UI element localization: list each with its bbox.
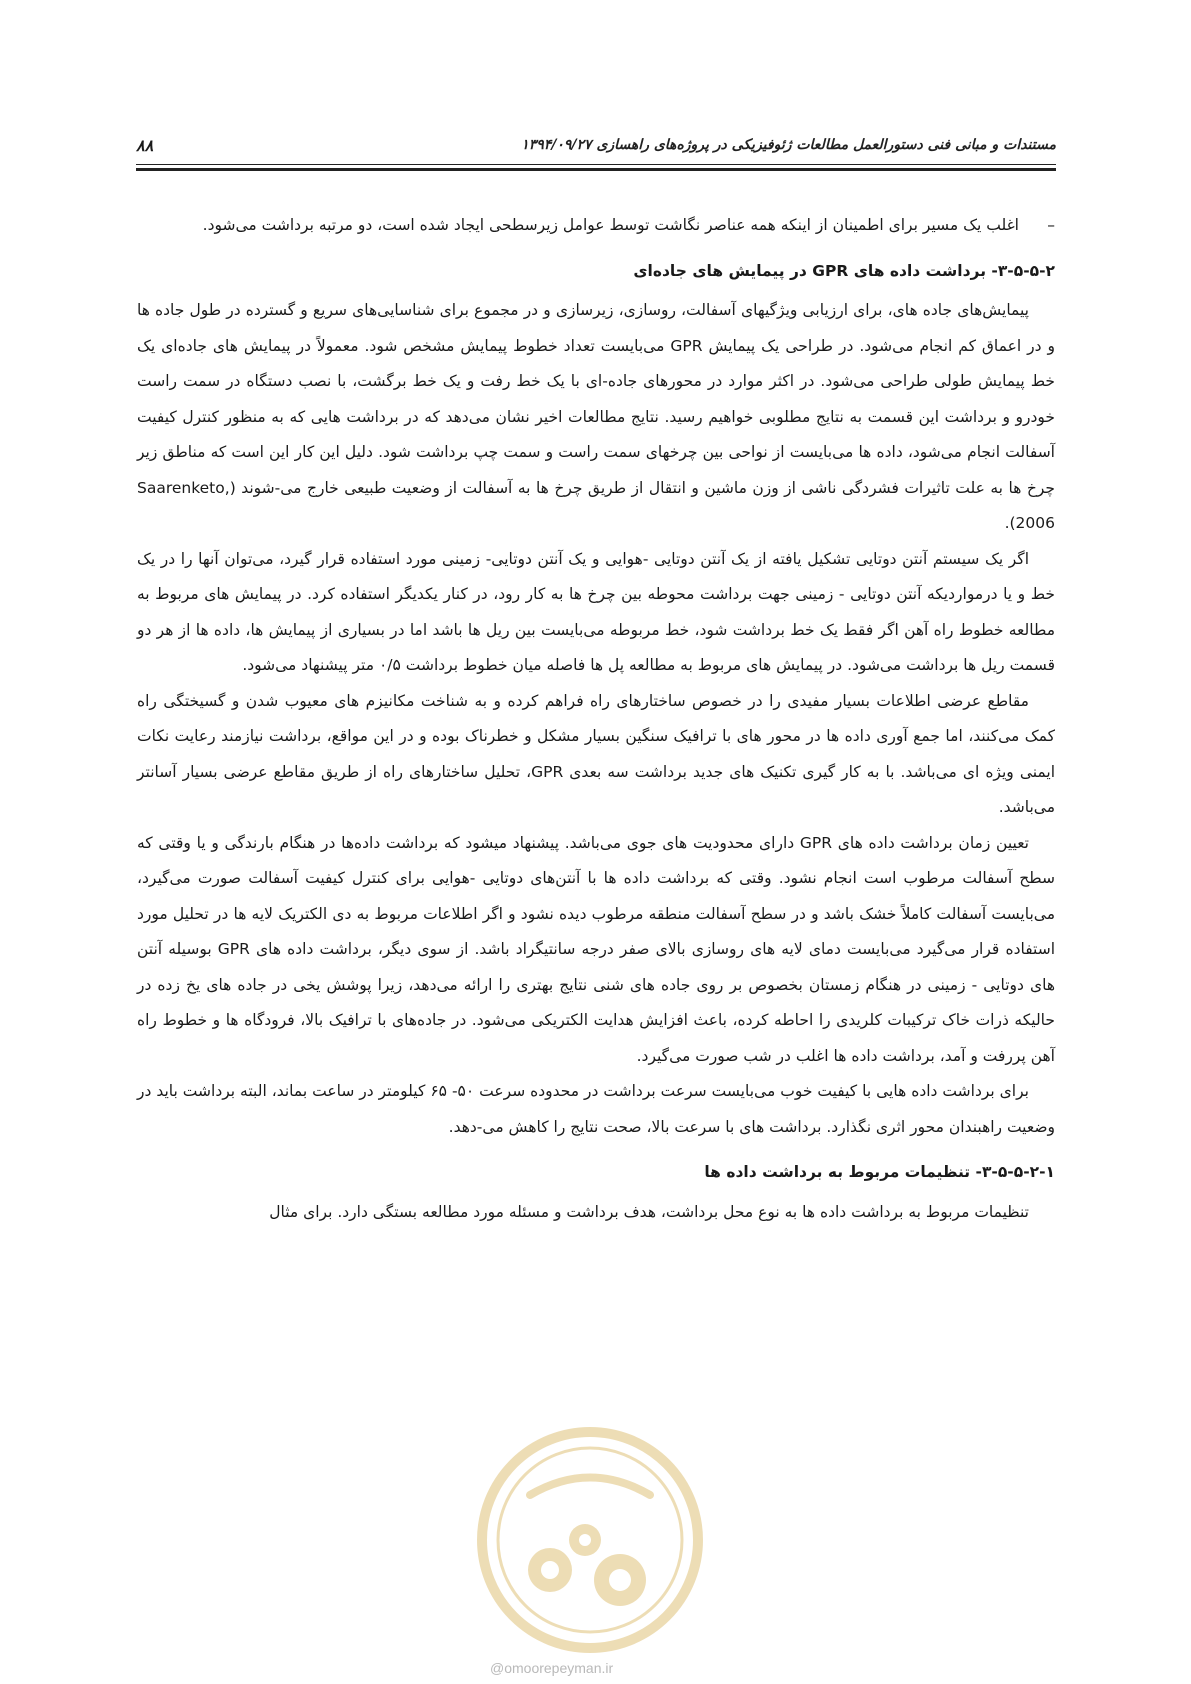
paragraph: تعیین زمان برداشت داده های GPR دارای محدودیت های جوی می‌باشد. پیشنهاد میشود که برداشت داده‌ها در هنگام بارندگی و یا وقتی که سطح آسفالت مرطوب است انجام نشود. وقتی که برداشت داده ها با آنتن‌های دوتایی -هوایی برای کنترل کیفیت آسفالت صورت می‌گیرد، می‌بایست آسفالت کاملاً خشک باشد و در سطح آسفالت منطقه مرطوب دیده نشود و اگر اطلاعات مربوط به دی الکتریک لایه ها در تحلیل مورد استفاده قرار می‌گیرد می‌بایست دمای لایه های روسازی بالای صفر درجه سانتیگراد باشد. از سوی دیگر، برداشت داده های GPR بوسیله آنتن های دوتایی - زمینی در هنگام زمستان بخصوص بر روی جاده های شنی نتایج بهتری را ارائه می‌دهد، زیرا پوشش یخی در جاده های یخ زده در حالیکه ذرات خاک ترکیبات کلریدی را احاطه کرده، باعث افزایش هدایت الکتریکی می‌شود. در جاده‌های با ترافیک بالا، فرودگاه ها و خطوط راه آهن پررفت و آمد، برداشت داده ها اغلب در شب صورت می‌گیرد. bbox=[137, 833, 1056, 1065]
watermark-logo-icon bbox=[470, 1420, 710, 1660]
paragraph: برای برداشت داده هایی با کیفیت خوب می‌بایست سرعت برداشت در محدوده سرعت ۵۰- ۶۵ کیلومتر در ساعت بماند، البته برداشت باید در وضعیت راهبندان محور اثری نگذارد. برداشت های با سرعت بالا، صحت نتایج را کاهش می-دهد. bbox=[137, 1082, 1055, 1136]
page-header bbox=[136, 128, 1056, 162]
paragraph: مقاطع عرضی اطلاعات بسیار مفیدی را در خصوص ساختارهای راه فراهم کرده و به شناخت مکانیزم های معیوب شدن و گسیختگی راه کمک می‌کنند، اما جمع آوری داده ها در محور های با ترافیک سنگین بسیار مشکل و خطرناک بوده و در این مواقع، برداشت نیازمند رعایت نکات ایمنی ویژه ای می‌باشد. با به کار گیری تکنیک های جدید برداشت سه بعدی GPR، تحلیل ساختارهای راه از طریق مقاطع عرضی بسیار آسانتر می‌باشد. bbox=[137, 691, 1055, 816]
page-number: ۸۸ bbox=[136, 135, 154, 155]
header-rule-thin bbox=[136, 164, 1056, 165]
bullet-dash: – bbox=[1047, 216, 1055, 234]
section-heading: ۳-۵-۵-۲- برداشت داده های GPR در پیمایش های جاده‌ای bbox=[633, 261, 1055, 280]
watermark-url: @omoorepeyman.ir bbox=[490, 1660, 614, 1676]
paragraph: پیمایش‌های جاده های، برای ارزیابی ویژگیهای آسفالت، روسازی، زیرسازی و در مجموع برای شناسایی‌های سریع و گسترده در طول جاده ها و در اعماق کم انجام می‌شود. در طراحی یک پیمایش GPR می‌بایست تعداد خطوط پیمایش مشخص شود. معمولاً در پیمایش های جاده‌ای یک خط پیمایش طولی طراحی می‌شود. در اکثر موارد در محورهای جاده-ای با یک خط رفت و یک خط برگشت، با نصب دستگاه در سمت راست خودرو و برداشت این قسمت به نتایج مطلوبی خواهیم رسید. نتایج مطالعات اخیر نشان می‌دهد که در برداشت هایی که به منظور کنترل کیفیت آسفالت انجام می‌شود، داده ها می‌بایست از نواحی بین چرخهای سمت راست و سمت چپ برداشت شود. دلیل این کار این است که مناطق زیر چرخ ها به علت تاثیرات فشردگی ناشی از وزن ماشین و انتقال از طریق چرخ ها به آسفالت از وضعیت طبیعی خارج می-شوند (Saarenketo, 2006). bbox=[137, 301, 1055, 532]
bullet-text: اغلب یک مسیر برای اطمینان از اینکه همه عناصر نگاشت توسط عوامل زیرسطحی ایجاد شده است، دو مرتبه برداشت می‌شود. bbox=[202, 216, 1019, 234]
bullet-item bbox=[137, 208, 1055, 244]
paragraph: تنظیمات مربوط به برداشت داده ها به نوع محل برداشت، هدف برداشت و مسئله مورد مطالعه بستگی دارد. برای مثال bbox=[269, 1202, 1029, 1221]
header-rule-thick bbox=[136, 168, 1056, 171]
header-title: مستندات و مبانی فنی دستورالعمل مطالعات ژئوفیزیکی در پروژه‌های راهسازی ۱۳۹۴/۰۹/۲۷ bbox=[521, 137, 1056, 153]
paragraph: اگر یک سیستم آنتن دوتایی تشکیل یافته از یک آنتن دوتایی -هوایی و یک آنتن دوتایی- زمینی مورد استفاده قرار گیرد، می‌توان آنها را در یک خط و یا درمواردیکه آنتن دوتایی - زمینی جهت برداشت محوطه بین چرخ ها به کار رود، در کنار یکدیگر استفاده کرد. در پیمایش های مربوط به مطالعه خطوط راه آهن اگر فقط یک خط برداشت شود، خط مربوطه می‌بایست بین ریل ها باشد اما در بسیاری از پیمایش ها، داده ها از هر دو قسمت ریل ها برداشت می‌شود. در پیمایش های مربوط به مطالعه پل ها فاصله میان خطوط برداشت ۰/۵ متر پیشنهاد می‌شود. bbox=[137, 549, 1055, 674]
subsection-heading: ۳-۵-۵-۲-۱- تنظیمات مربوط به برداشت داده ها bbox=[704, 1163, 1055, 1181]
body-text bbox=[137, 208, 1055, 1230]
